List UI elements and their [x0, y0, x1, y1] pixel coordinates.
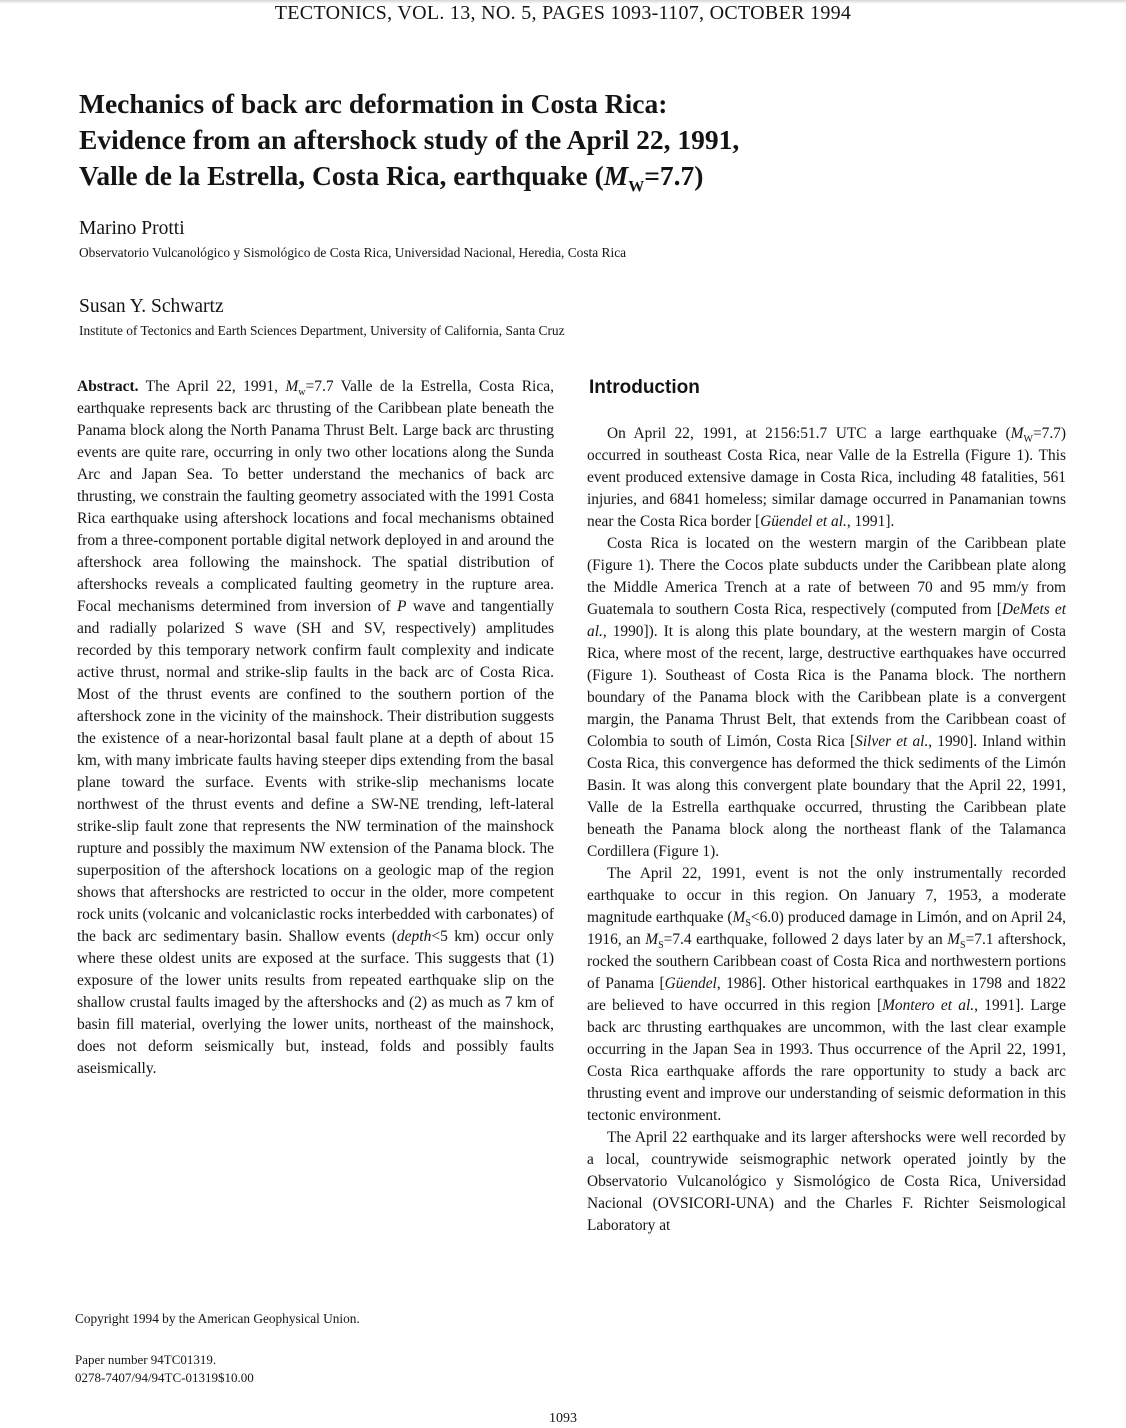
paragraph: The April 22, 1991, event is not the only instrumentally recorded earthquake to occur in this region. On January 7, 1953, a moderate magnitude earthquake $(M_S<6.0)$ produced damage in Limón, and on April 24, 1916, an $M_S=7.4$ earthquake, followed 2 days later by an $M_S=7.1$ aftershock, rocked the southern Caribbean coast of Costa Rica and northwestern portions of Panama [Güendel, 1986]. Other historical earthquakes in 1798 and 1822 are believed to have occurred in this region [Montero et al., 1991]. Large back arc thrusting earthquakes are uncommon, with the last clear example occurring in the Japan Sea in 1993. Thus occurrence of the April 22, 1991, Costa Rica earthquake affords the rare opportunity to study a back arc thrusting event and improve our understanding of seismic deformation in this tectonic environment.: [587, 865, 1066, 1124]
paper-title: [79, 86, 1019, 206]
copyright-notice: Copyright 1994 by the American Geophysical Union.: [75, 1311, 360, 1326]
author-affiliation: Observatorio Vulcanológico y Sismológico de Costa Rica, Universidad Nacional, Heredia, Costa Rica: [79, 245, 627, 260]
introduction-body: [587, 423, 1066, 1237]
paragraph: The April 22 earthquake and its larger aftershocks were well recorded by a local, countrywide seismographic network operated jointly by the Observatorio Vulcanológico y Sismológico de Costa Rica, Universidad Nacional (OVSICORI-UNA) and the Charles F. Richter Seismological Laboratory at: [587, 1129, 1066, 1234]
title-line-2: Evidence from an aftershock study of the April 22, 1991,: [79, 124, 740, 155]
title-line-1: Mechanics of back arc deformation in Costa Rica:: [79, 88, 668, 119]
title-line-3: Valle de la Estrella, Costa Rica, earthquake $(M_W=7.7)$: [79, 160, 704, 196]
paragraph: Costa Rica is located on the western margin of the Caribbean plate (Figure 1). There the Cocos plate subducts under the Caribbean plate along the Middle America Trench at a rate of between 70 and 95 mm/y from Guatemala to southern Costa Rica, respectively (computed from [DeMets et al., 1990]). It is along this plate boundary, at the western margin of Costa Rica, where most of the recent, large, destructive earthquakes have occurred (Figure 1). Southeast of Costa Rica is the Panama block. The northern boundary of the Panama block with the Caribbean plate is a convergent margin, the Panama Thrust Belt, that extends from the Caribbean coast of Colombia to south of Limón, Costa Rica [Silver et al., 1990]. Inland within Costa Rica, this convergence has deformed the thick sediments of the Limón Basin. It was along this convergent plate boundary that the April 22, 1991, Valle de la Estrella earthquake occurred, thrusting the Caribbean plate beneath the Panama block along the northeast flank of the Talamanca Cordillera (Figure 1).: [587, 535, 1066, 860]
abstract-label: Abstract.: [77, 378, 139, 395]
journal-header: TECTONICS, VOL. 13, NO. 5, PAGES 1093-1107, OCTOBER 1994: [274, 2, 852, 24]
author-name: Susan Y. Schwartz: [79, 296, 224, 317]
author-name: Marino Protti: [79, 218, 185, 239]
paragraph: On April 22, 1991, at 2156:51.7 UTC a large earthquake $(M_W=7.7)$ occurred in southeast Costa Rica, near Valle de la Estrella (Figure 1). This event produced extensive damage in Costa Rica, including 48 fatalities, 561 injuries, and 6841 homeless; similar damage occurred in Panamanian towns near the Costa Rica border [Güendel et al., 1991].: [587, 425, 1066, 530]
page-number: 1093: [549, 1411, 577, 1426]
paper-number: Paper number 94TC01319. 0278-7407/94/94TC-01319$10.00: [75, 1352, 254, 1385]
abstract: Abstract. The April 22, 1991, $M_w=7.7$ Valle de la Estrella, Costa Rica, earthquake represents back arc thrusting of the Caribbean plate beneath the Panama block along the North Panama Thrust Belt. Large back arc thrusting events are quite rare, occurring in only two other locations along the Sunda Arc and Japan Sea. To better understand the mechanics of back arc thrusting, we constrain the faulting geometry associated with the 1991 Costa Rica earthquake using aftershock locations and focal mechanisms obtained from a three-component portable digital network deployed in and around the aftershock area following the mainshock. The spatial distribution of aftershocks reveals a complicated faulting geometry in the rupture area. Focal mechanisms determined from inversion of P wave and tangentially and radially polarized S wave (SH and SV, respectively) amplitudes recorded by this temporary network confirm fault complexity and indicate active thrust, normal and strike-slip faults in the back arc of Costa Rica. Most of the thrust events are confined to the southern portion of the aftershock zone in the vicinity of the mainshock. Their distribution suggests the existence of a near-horizontal basal fault plane at a depth of about 15 km, with many imbricate faults having steeper dips extending from the basal plane toward the surface. Events with strike-slip mechanisms locate northwest of the thrust events and define a SW-NE trending, left-lateral strike-slip fault zone that represents the NW termination of the mainshock rupture and possibly the maximum NW extension of the Panama block. The superposition of the aftershock locations on a geologic map of the region shows that aftershocks are restricted to occur in the older, more competent rock units (volcanic and volcaniclastic rocks interbedded with carbonates) of the back arc sedimentary basin. Shallow events (depth<5 km) occur only where these oldest units are exposed at the surface. This suggests that (1) exposure of the lower units results from repeated earthquake slip on the shallow crustal faults imaged by the aftershocks and (2) as much as 7 km of basin fill material, overlying the lower units, northeast of the mainshock, does not deform seismically but, instead, folds and possibly faults aseismically.: [77, 378, 555, 1077]
section-heading-introduction: Introduction: [589, 377, 700, 398]
author-affiliation: Institute of Tectonics and Earth Sciences Department, University of California, Santa Cruz: [79, 323, 565, 338]
